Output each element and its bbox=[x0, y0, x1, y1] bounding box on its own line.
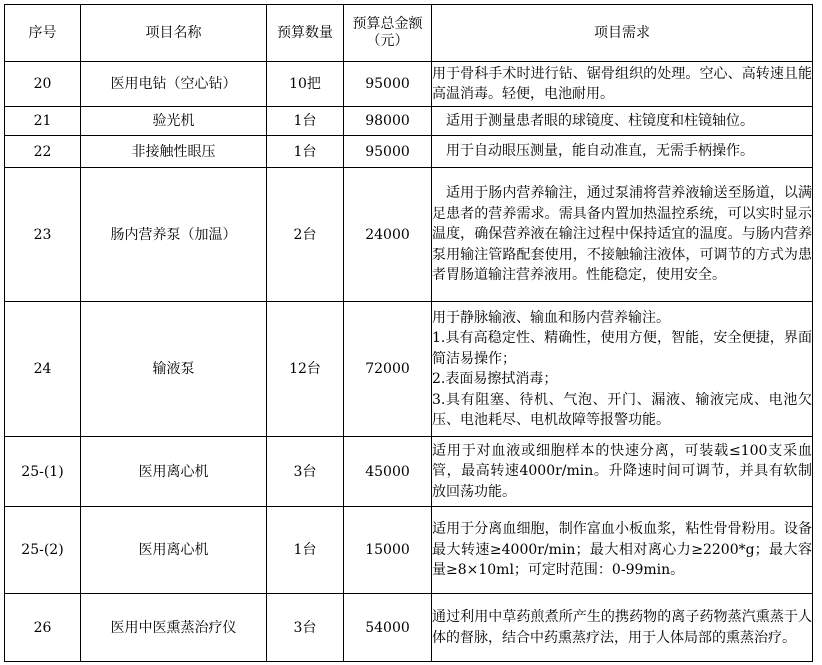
cell-req: 通过利用中草药煎煮所产生的携药物的离子药物蒸汽熏蒸于人体的督脉，结合中药熏蒸疗法，用于人体局部的熏蒸治疗。 bbox=[432, 594, 813, 662]
cell-req bbox=[432, 136, 813, 168]
cell-qty: 1台 bbox=[267, 107, 344, 136]
cell-qty: 10把 bbox=[267, 62, 344, 107]
cell-name: 医用中医熏蒸治疗仪 bbox=[81, 594, 267, 662]
cell-amount: 98000 bbox=[344, 107, 432, 136]
cell-name: 肠内营养泵（加温） bbox=[81, 168, 267, 302]
header-amount-line2: （元） bbox=[366, 33, 409, 49]
cell-amount: 15000 bbox=[344, 507, 432, 594]
table-header-row bbox=[5, 5, 813, 62]
table-row bbox=[5, 302, 813, 437]
cell-amount: 95000 bbox=[344, 136, 432, 168]
req-line: 2.表面易擦拭消毒； bbox=[432, 371, 558, 387]
cell-name: 输液泵 bbox=[81, 302, 267, 437]
cell-qty: 3台 bbox=[267, 437, 344, 507]
table-row bbox=[5, 507, 813, 594]
cell-name: 医用离心机 bbox=[81, 437, 267, 507]
cell-amount: 95000 bbox=[344, 62, 432, 107]
cell-req: 用于骨科手术时进行钻、锯骨组织的处理。空心、高转速且能高温消毒。轻便，电池耐用。 bbox=[432, 62, 813, 107]
header-amount bbox=[344, 5, 432, 62]
cell-req: 适用于分离血细胞，制作富血小板血浆，粘性骨骨粉用。设备最大转速≥4000r/min；最大相对离心力≥2200*g；最大容量≥8×10ml；可定时范围：0-99min。 bbox=[432, 507, 813, 594]
table-row bbox=[5, 107, 813, 136]
cell-qty: 1台 bbox=[267, 507, 344, 594]
cell-name: 医用离心机 bbox=[81, 507, 267, 594]
table-row bbox=[5, 594, 813, 662]
req-text: 用于自动眼压测量，能自动准直，无需手柄操作。 bbox=[446, 143, 754, 160]
cell-req bbox=[432, 302, 813, 437]
cell-no: 24 bbox=[5, 302, 81, 437]
budget-table bbox=[4, 4, 813, 662]
cell-no: 25-(2) bbox=[5, 507, 81, 594]
cell-no: 23 bbox=[5, 168, 81, 302]
req-line: 1.具有高稳定性、精确性，使用方便，智能，安全便捷，界面简洁易操作； bbox=[432, 330, 812, 367]
cell-name: 非接触性眼压 bbox=[81, 136, 267, 168]
cell-qty: 2台 bbox=[267, 168, 344, 302]
table-row bbox=[5, 437, 813, 507]
header-amount-line1: 预算总金额 bbox=[352, 16, 423, 32]
cell-no: 26 bbox=[5, 594, 81, 662]
cell-name: 医用电钻（空心钻） bbox=[81, 62, 267, 107]
header-no: 序号 bbox=[5, 5, 81, 62]
cell-name: 验光机 bbox=[81, 107, 267, 136]
cell-amount: 45000 bbox=[344, 437, 432, 507]
table-row bbox=[5, 62, 813, 107]
cell-no: 21 bbox=[5, 107, 81, 136]
cell-no: 20 bbox=[5, 62, 81, 107]
header-qty: 预算数量 bbox=[267, 5, 344, 62]
req-text: 适用于测量患者眼的球镜度、柱镜度和柱镜轴位。 bbox=[446, 112, 754, 129]
cell-qty: 12台 bbox=[267, 302, 344, 437]
cell-amount: 54000 bbox=[344, 594, 432, 662]
cell-no: 22 bbox=[5, 136, 81, 168]
header-name: 项目名称 bbox=[81, 5, 267, 62]
req-line: 用于静脉输液、输血和肠内营养输注。 bbox=[432, 309, 670, 326]
table-row bbox=[5, 136, 813, 168]
cell-qty: 1台 bbox=[267, 136, 344, 168]
cell-qty: 3台 bbox=[267, 594, 344, 662]
cell-amount: 24000 bbox=[344, 168, 432, 302]
cell-no: 25-(1) bbox=[5, 437, 81, 507]
req-text: 适用于肠内营养输注，通过泵浦将营养液输送至肠道，以满足患者的营养需求。需具备内置加热温控系统，可以实时显示温度，确保营养液在输注过程中保持适宜的温度。与肠内营养泵用输注管路配套使用，不接触输注液体，可调节的方式为患者胃肠道输注营养液用。性能稳定，使用安全。 bbox=[432, 185, 812, 284]
req-line: 3.具有阻塞、待机、气泡、开门、漏液、输液完成、电池欠压、电池耗尽、电机故障等报警功能。 bbox=[432, 391, 812, 428]
table-row bbox=[5, 168, 813, 302]
cell-amount: 72000 bbox=[344, 302, 432, 437]
header-req: 项目需求 bbox=[432, 5, 813, 62]
cell-req bbox=[432, 107, 813, 136]
cell-req: 适用于对血液或细胞样本的快速分离，可装载≤100支采血管，最高转速4000r/min。升降速时间可调节，并具有软制放回荡功能。 bbox=[432, 437, 813, 507]
cell-req bbox=[432, 168, 813, 302]
